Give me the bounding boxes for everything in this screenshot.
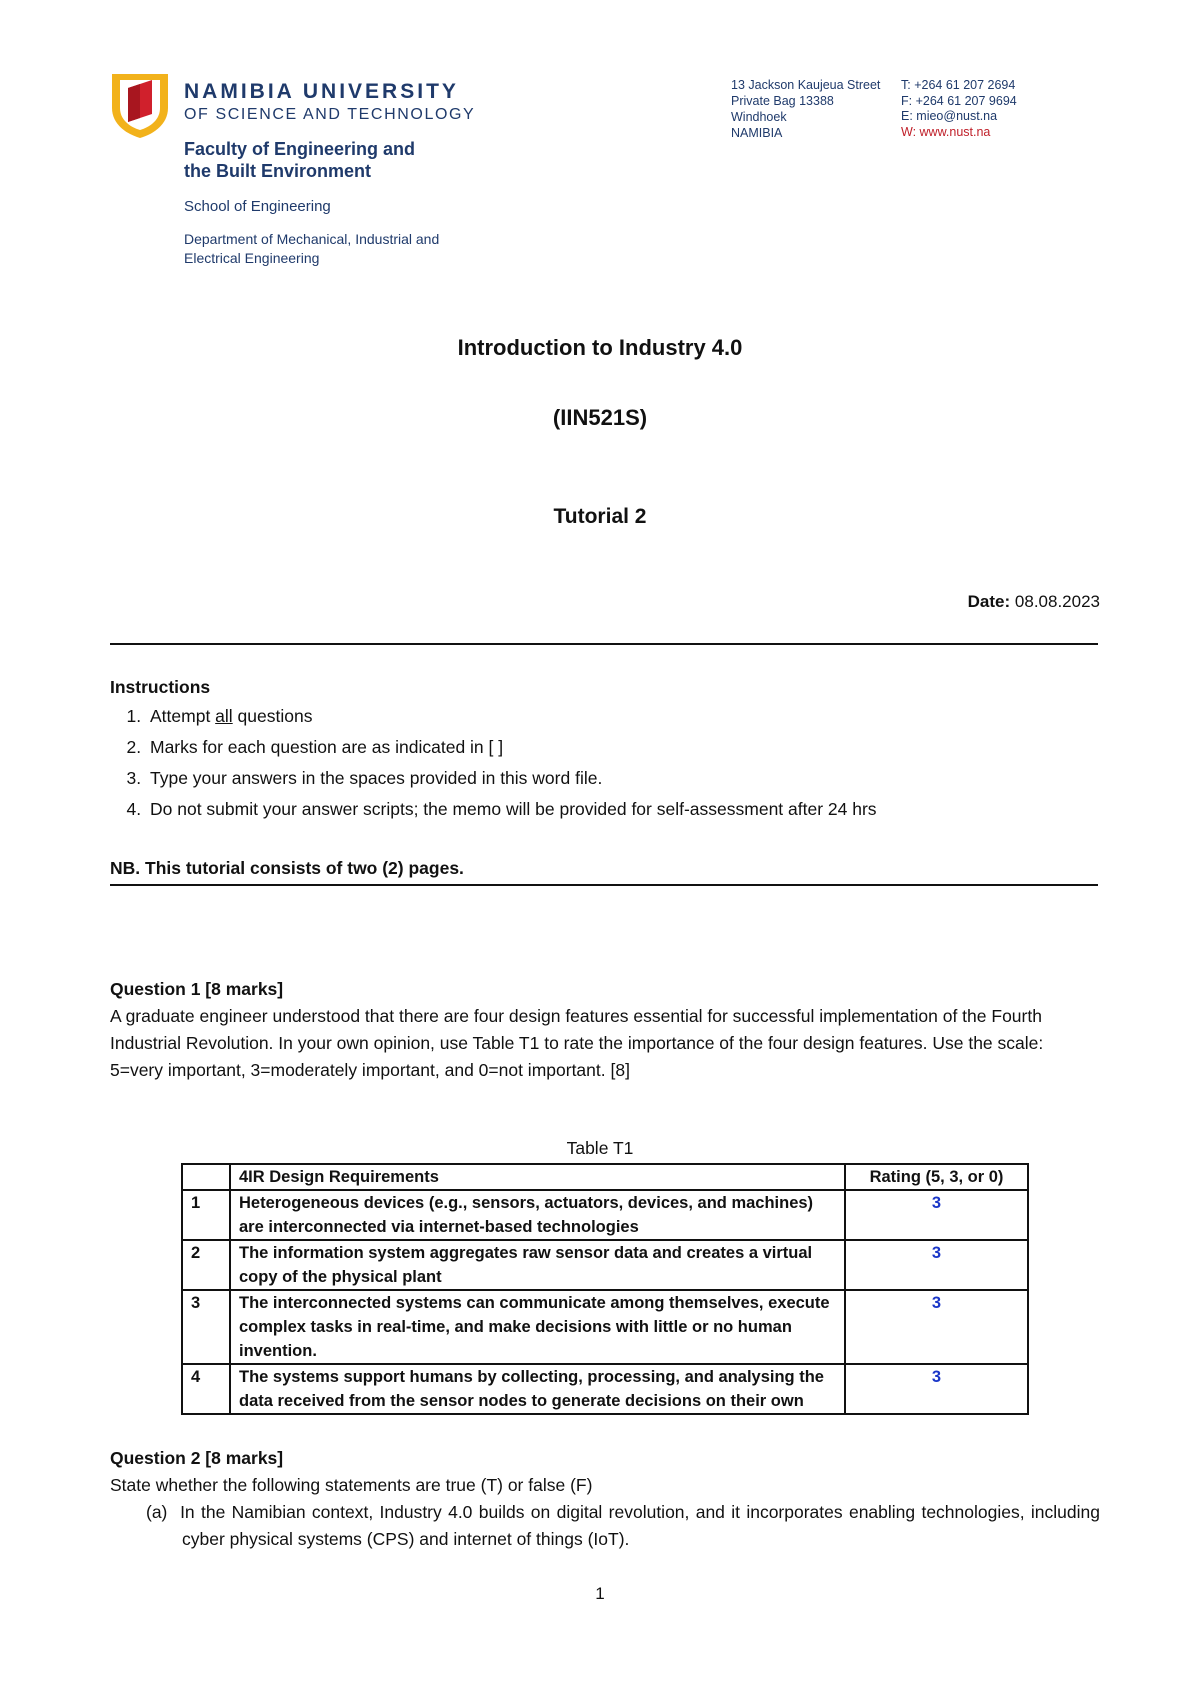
contact-website[interactable]: W: www.nust.na <box>901 124 991 139</box>
faculty-name: Faculty of Engineering and the Built Environment <box>184 139 416 181</box>
contact-phone: T: +264 61 207 2694 <box>901 78 1016 92</box>
question-2-heading: Question 2 [8 marks] <box>110 1448 284 1468</box>
university-name-line1: NAMIBIA UNIVERSITY <box>184 80 459 103</box>
instruction-item: 2. Marks for each question are as indicated in [ ] <box>146 732 1090 763</box>
instruction-emphasis: all <box>215 706 233 726</box>
instructions-heading: Instructions <box>110 677 211 697</box>
table-header-rating: Rating (5, 3, or 0) <box>845 1164 1028 1190</box>
table-t1 <box>181 1163 1029 1415</box>
table-header-num <box>182 1164 230 1190</box>
address-line: 13 Jackson Kaujeua Street <box>731 78 881 92</box>
question-1-text: A graduate engineer understood that there are four design features essential for successful implementation of the Fourth Industrial Revolution. In your own opinion, use Table T1 to rate the importance of the four design features. Use the scale: 5=very important, 3=moderately important, and 0=not important. [8] <box>110 1006 1044 1080</box>
school-name: School of Engineering <box>184 198 331 215</box>
divider-top <box>110 643 1098 645</box>
table-caption: Table T1 <box>566 1138 634 1158</box>
course-title: Introduction to Industry 4.0 <box>457 335 743 360</box>
address-line: Windhoek <box>731 110 787 124</box>
university-name-line2: OF SCIENCE AND TECHNOLOGY <box>184 106 476 123</box>
table-row <box>182 1240 1028 1290</box>
address-line: Private Bag 13388 <box>731 94 834 108</box>
question-1-heading: Question 1 [8 marks] <box>110 979 284 999</box>
table-row <box>182 1364 1028 1414</box>
row-requirement: The systems support humans by collecting, processing, and analysing the data received from the sensor nodes to generate decisions on their own <box>230 1364 845 1414</box>
contact-email[interactable]: E: mieo@nust.na <box>901 109 998 123</box>
row-number: 2 <box>182 1240 230 1290</box>
address-block <box>731 77 880 141</box>
instruction-text: questions <box>232 706 313 726</box>
row-number: 1 <box>182 1190 230 1240</box>
row-requirement: The information system aggregates raw sensor data and creates a virtual copy of the physical plant <box>230 1240 845 1290</box>
tutorial-number: Tutorial 2 <box>553 505 647 528</box>
date-value: 08.08.2023 <box>1014 592 1100 611</box>
divider-bottom <box>110 884 1098 886</box>
row-requirement: The interconnected systems can communicate among themselves, execute complex tasks in real-time, and make decisions with little or no human invention. <box>230 1290 845 1364</box>
question-1 <box>110 976 1100 1084</box>
table-row <box>182 1190 1028 1240</box>
department-name: Department of Mechanical, Industrial and Electrical Engineering <box>184 231 440 266</box>
question-2-item <box>110 1499 1100 1553</box>
address-line: NAMIBIA <box>731 126 783 140</box>
row-rating-answer[interactable]: 3 <box>845 1240 1028 1290</box>
row-number: 3 <box>182 1290 230 1364</box>
table-row <box>182 1290 1028 1364</box>
instruction-item: 3. Type your answers in the spaces provided in this word file. <box>146 763 1090 794</box>
date-line <box>968 592 1100 612</box>
question-2-text: State whether the following statements are true (T) or false (F) <box>110 1475 593 1495</box>
instruction-item <box>146 701 1090 732</box>
row-rating-answer[interactable]: 3 <box>845 1364 1028 1414</box>
row-rating-answer[interactable]: 3 <box>845 1190 1028 1240</box>
question-2 <box>110 1445 1100 1553</box>
page-count-note: NB. This tutorial consists of two (2) pages. <box>110 858 464 878</box>
instruction-text: Attempt <box>150 706 216 726</box>
table-header-requirement: 4IR Design Requirements <box>230 1164 845 1190</box>
item-text: In the Namibian context, Industry 4.0 builds on digital revolution, and it incorporates enabling technologies, including cyber physical systems (CPS) and internet of things (IoT). <box>180 1502 1100 1549</box>
row-rating-answer[interactable]: 3 <box>845 1290 1028 1364</box>
instruction-item: 4. Do not submit your answer scripts; the memo will be provided for self-assessment after 24 hrs <box>146 794 1090 825</box>
instructions-section <box>110 674 1090 825</box>
course-code: (IIN521S) <box>552 405 648 430</box>
item-label: (a) <box>146 1502 168 1522</box>
page-number: 1 <box>595 1584 605 1603</box>
contact-block <box>901 78 1017 140</box>
instructions-list <box>110 701 1090 825</box>
row-number: 4 <box>182 1364 230 1414</box>
table-header-row <box>182 1164 1028 1190</box>
contact-fax: F: +264 61 207 9694 <box>901 93 1017 108</box>
date-label: Date: <box>967 592 1011 611</box>
university-logo-shield <box>108 70 172 140</box>
row-requirement: Heterogeneous devices (e.g., sensors, actuators, devices, and machines) are interconnected via internet-based technologies <box>230 1190 845 1240</box>
